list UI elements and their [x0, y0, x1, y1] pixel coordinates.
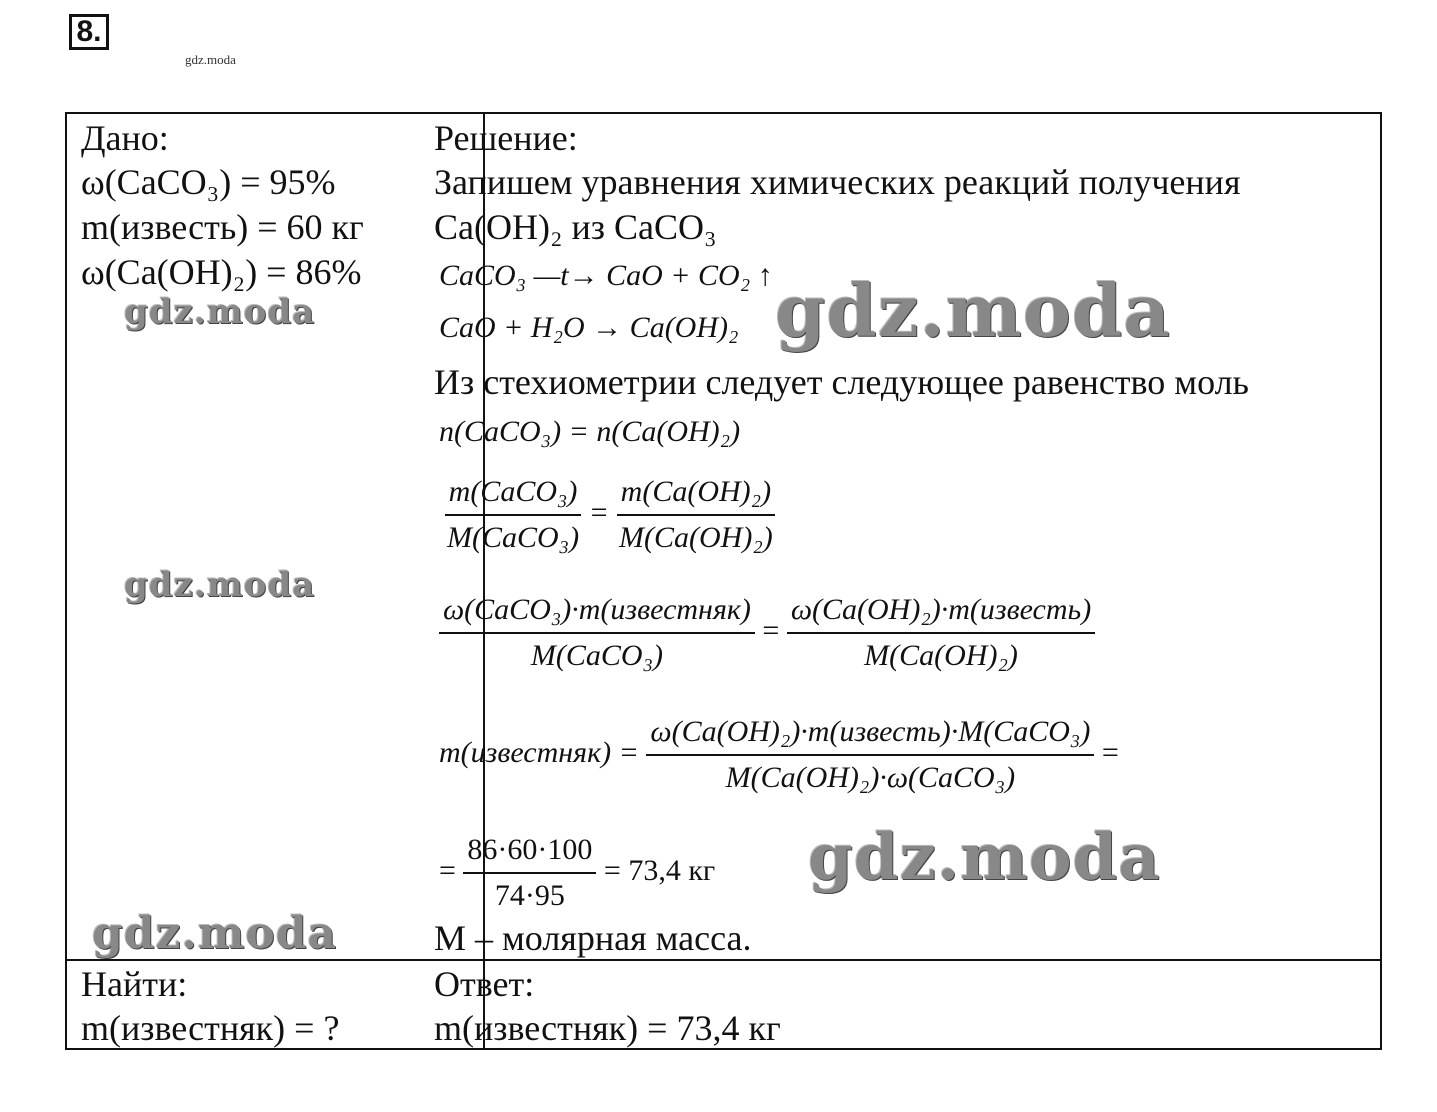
solution-intro-2: Ca(OH)₂ из CaCO₃ — [434, 207, 717, 247]
eq-mass: $\frac{\text{m(CaCO₃)}}{\text{M(CaCO₃)}}$ = $\frac{\text{m(Ca(OH)₂)}}{\text{M(Ca(OH)₂)}}$ — [443, 474, 777, 556]
stoichiometry-text: Из стехиометрии следует следующее равенство моль — [434, 362, 1249, 402]
eq-omega-num-right: ω(Ca(OH)₂)·m(известь) — [787, 592, 1095, 634]
watermark-1: gdz.moda — [124, 292, 316, 332]
eq-mass-num-right: m(Ca(OH)₂) — [617, 474, 775, 516]
given-line-1: ω(CaCO₃) = 95% — [81, 162, 336, 202]
note-molar-mass: M – молярная масса. — [434, 918, 752, 958]
problem-number: 8. — [69, 14, 109, 50]
eq-result: m(известняк) = $\frac{\text{ω(Ca(OH)₂)·m(известь)·M(CaCO₃)}}{\text{M(Ca(OH)₂)·ω(CaCO₃)}}$ = — [439, 715, 1119, 794]
watermark-2: gdz.moda — [124, 565, 316, 605]
calc-denominator: 74·95 — [494, 879, 565, 912]
reaction-1: CaCO₃ —t→ CaO + CO₂ ↑ — [439, 259, 773, 292]
watermark-4: gdz.moda — [775, 268, 1171, 353]
find-line: m(известняк) = ? — [81, 1008, 340, 1048]
eq-result-den: M(Ca(OH)₂)·ω(CaCO₃) — [725, 761, 1016, 794]
watermark-3: gdz.moda — [92, 908, 338, 959]
watermark-small: gdz.moda — [185, 52, 236, 67]
eq-mass-den-right: M(Ca(OH)₂) — [619, 521, 773, 554]
given-header: Дано: — [81, 118, 169, 158]
eq-omega-den-right: M(Ca(OH)₂) — [864, 639, 1018, 672]
answer-line: m(известняк) = 73,4 кг — [434, 1008, 781, 1048]
given-line-2: m(известь) = 60 кг — [81, 207, 364, 247]
eq-calc: = $\frac{86\cdot 60\cdot 100}{74\cdot 95}$ = 73,4 кг — [439, 833, 716, 912]
given-line-3: ω(Ca(OH)₂) = 86% — [81, 252, 362, 292]
eq-omega: $\frac{\text{ω(CaCO₃)·m(известняк)}}{\text{M(CaCO₃)}}$ = $\frac{\text{ω(Ca(OH)₂)·m(известь)}}{\text{M(Ca(OH)₂)}}$ — [439, 592, 1095, 674]
eq-result-num: ω(Ca(OH)₂)·m(известь)·M(CaCO₃) — [646, 714, 1094, 756]
calc-numerator: 86·60·100 — [463, 832, 596, 874]
solution-intro-1: Запишем уравнения химических реакций получения — [434, 162, 1241, 202]
answer-header: Ответ: — [434, 964, 535, 1004]
eq-moles: n(CaCO₃) = n(Ca(OH)₂) — [439, 415, 741, 448]
solution-header: Решение: — [434, 118, 578, 158]
eq-omega-num-left: ω(CaCO₃)·m(известняк) — [439, 592, 755, 634]
eq-result-left: m(известняк) = — [439, 735, 639, 769]
find-header: Найти: — [81, 964, 188, 1004]
reaction-2: CaO + H₂O → Ca(OH)₂ — [439, 311, 739, 344]
watermark-5: gdz.moda — [808, 820, 1161, 895]
calc-result: = 73,4 кг — [603, 853, 716, 887]
eq-omega-den-left: M(CaCO₃) — [530, 639, 663, 672]
eq-mass-num-left: m(CaCO₃) — [445, 474, 582, 516]
eq-mass-den-left: M(CaCO₃) — [447, 521, 580, 554]
